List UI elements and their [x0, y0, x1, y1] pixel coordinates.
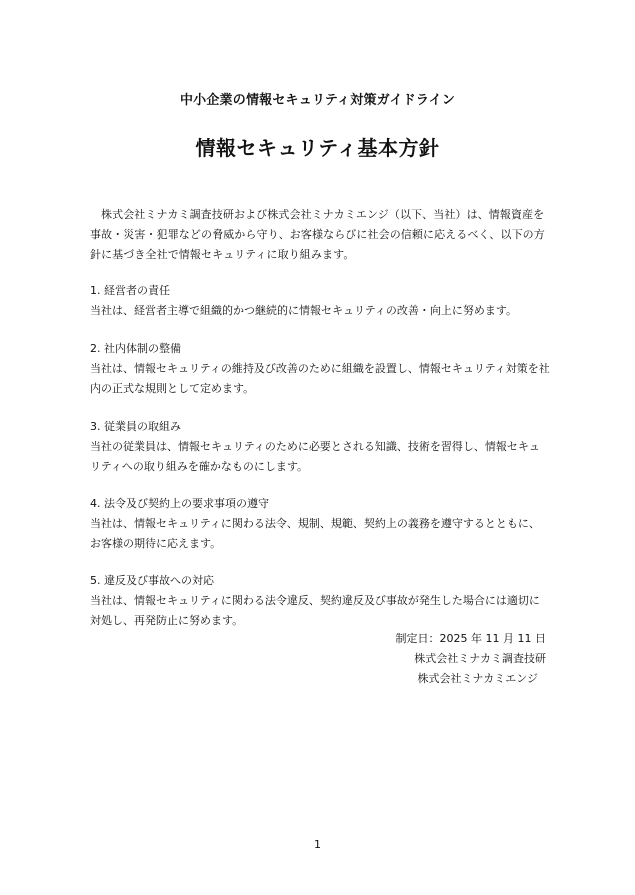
document-subtitle: 中小企業の情報セキュリティ対策ガイドライン	[179, 93, 456, 108]
policy-section-4	[90, 494, 550, 554]
company-name-2: 株式会社ミナカミエンジ	[417, 672, 538, 685]
section-text: 当社は、経営者主導で組織的かつ継続的に情報セキュリティの改善・向上に努めます。	[90, 304, 518, 317]
section-text: 当社は、情報セキュリティに関わる法令違反、契約違反及び事故が発生した場合には適切に対処し、再発防止に努めます。	[90, 594, 540, 627]
section-heading: 2. 社内体制の整備	[90, 342, 181, 355]
section-heading: 4. 法令及び契約上の要求事項の遵守	[90, 497, 269, 510]
section-text: 当社の従業員は、情報セキュリティのために必要とされる知識、技術を習得し、情報セキュリティへの取り組みを確かなものにします。	[90, 440, 540, 473]
section-heading: 5. 違反及び事故への対応	[90, 574, 214, 587]
intro-paragraph: 株式会社ミナカミ調査技研および株式会社ミナカミエンジ（以下、当社）は、情報資産を事故・災害・犯罪などの脅威から守り、お客様ならびに社会の信頼に応えるべく、以下の方針に基づき全社で情報セキュリティに取り組みます。	[90, 208, 545, 261]
enactment-date: 制定日：2025 年 11 月 11 日	[395, 632, 546, 645]
document-title: 情報セキュリティ基本方針	[195, 136, 440, 160]
section-text: 当社は、情報セキュリティに関わる法令、規制、規範、契約上の義務を遵守するとともに、お客様の期待に応えます。	[90, 517, 540, 550]
policy-section-2	[90, 339, 550, 399]
signature-block	[396, 629, 546, 689]
section-text: 当社は、情報セキュリティの維持及び改善のために組織を設置し、情報セキュリティ対策を社内の正式な規則として定めます。	[90, 362, 550, 395]
policy-section-5	[90, 571, 550, 631]
company-name-1: 株式会社ミナカミ調査技研	[414, 652, 546, 665]
policy-section-3	[90, 417, 550, 477]
page-number: 1	[314, 838, 321, 851]
policy-section-1	[90, 281, 550, 321]
section-heading: 1. 経営者の責任	[90, 284, 170, 297]
section-heading: 3. 従業員の取組み	[90, 420, 181, 433]
